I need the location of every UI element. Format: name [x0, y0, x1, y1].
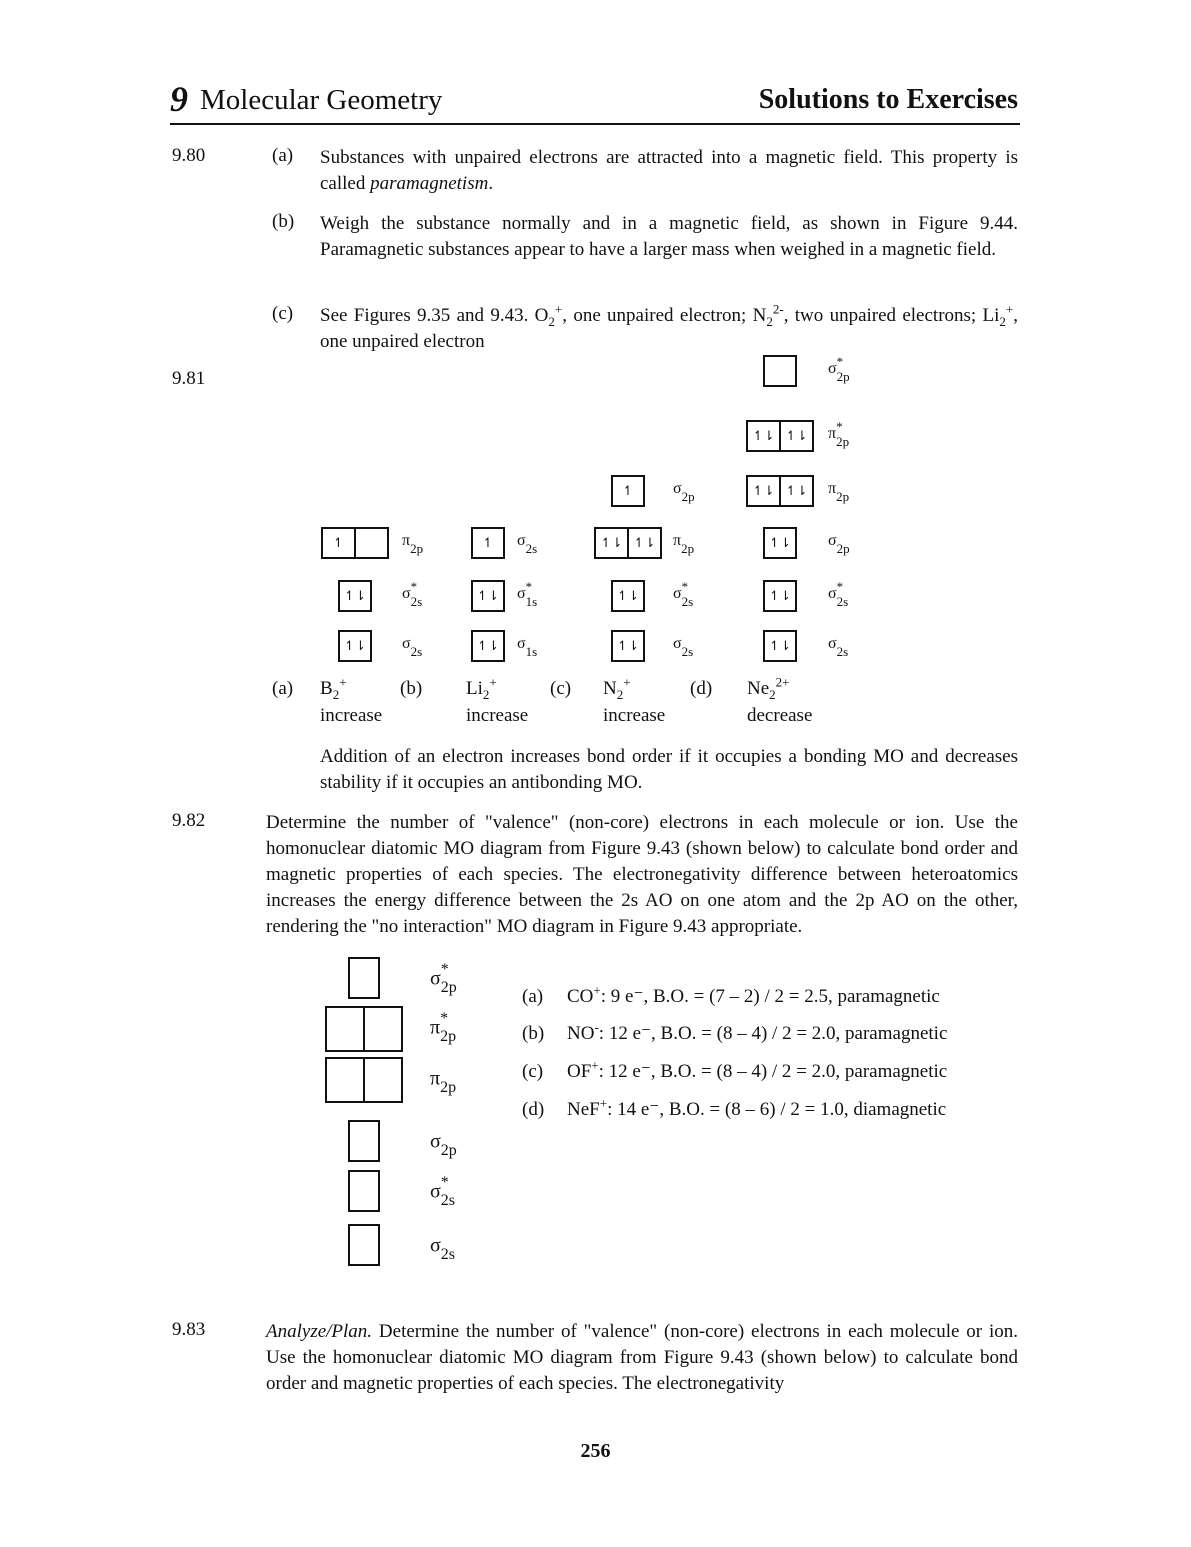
sub: 2	[999, 313, 1006, 329]
orbital-subscript: 1s	[525, 644, 538, 659]
orbital-symbol: π	[430, 1067, 441, 1090]
orbital-star	[682, 629, 694, 644]
part-label: (a)	[272, 145, 294, 166]
text: , two unpaired electrons; Li	[783, 305, 1000, 326]
orbital-label	[402, 629, 422, 659]
part-label: (b)	[522, 1023, 545, 1044]
electron-arrows: ↿⇂	[617, 638, 639, 654]
orbital-subscript: 2p	[681, 489, 695, 504]
orbital-box	[348, 1170, 380, 1212]
header-rule	[170, 123, 1020, 125]
orbital-subscript-group	[440, 1061, 456, 1097]
part-label: (c)	[272, 303, 294, 324]
answer-line	[522, 982, 940, 1008]
orbital-subscript: 2s	[836, 594, 849, 609]
orbital-symbol: σ	[673, 635, 682, 652]
orbital-label	[430, 1228, 455, 1264]
orbital-symbol: σ	[828, 585, 837, 602]
electron-arrows: ↿⇂	[769, 535, 791, 551]
orbital-label	[828, 474, 849, 504]
answer-line	[522, 1057, 948, 1083]
orbital-subscript: 2s	[440, 1246, 456, 1263]
orbital-subscript-group	[440, 1010, 456, 1046]
part-label: (b)	[272, 211, 295, 232]
orbital-box	[348, 1120, 380, 1162]
part-label: (c)	[550, 678, 572, 699]
charge: -	[594, 1019, 599, 1035]
species: NeF	[567, 1099, 600, 1120]
exercise-number: 9.80	[172, 145, 206, 166]
section-title: Solutions to Exercises	[758, 84, 1018, 115]
text: Substances with unpaired electrons are attracted into a magnetic field. This property is called	[320, 147, 1018, 194]
orbital-star: *	[681, 579, 689, 594]
orbital-subscript: 2s	[525, 541, 538, 556]
orbital-star	[837, 526, 850, 541]
sup: 2-	[772, 301, 784, 317]
orbital-box	[594, 527, 662, 559]
exercise-text: Determine the number of "valence" (non-core) electrons in each molecule or ion. Use the homonuclear diatomic MO diagram from Figure 9.43 (shown below) to calculate bond order and magnetic properties of each species. The electronegativity difference between heteroatomics increases the energy difference between the 2s AO on one atom and the 2p AO on the other, rendering the "no interaction" MO diagram in Figure 9.43 appropriate.	[266, 812, 1018, 937]
orbital-label	[517, 579, 537, 609]
orbital-subscript-group	[526, 579, 538, 609]
orbital-subscript: 2p	[440, 1079, 457, 1096]
orbital-symbol: σ	[828, 635, 837, 652]
orbital-subscript-group	[526, 629, 538, 659]
orbital-subscript-group	[410, 526, 423, 556]
orbital-label	[828, 419, 849, 449]
text: See Figures 9.35 and 9.43. O	[320, 305, 549, 326]
orbital-box	[471, 580, 505, 612]
part-label: (a)	[522, 986, 544, 1007]
orbital-subscript-group	[411, 579, 423, 609]
orbital-subscript-group	[441, 961, 457, 997]
species: OF	[567, 1061, 592, 1082]
orbital-symbol: π	[402, 532, 411, 549]
charge: +	[599, 1095, 608, 1111]
orbital-star	[837, 629, 849, 644]
orbital-subscript: 2p	[836, 369, 850, 384]
empty-orbital	[765, 357, 795, 385]
exercise-text	[266, 1319, 1018, 1397]
orbital-subscript: 2s	[410, 594, 423, 609]
part-label: (a)	[272, 678, 294, 699]
electron-arrows: ↿⇂	[344, 638, 366, 654]
electron-arrows: ↿⇂	[769, 638, 791, 654]
orbital-symbol: σ	[402, 635, 411, 652]
orbital-box	[611, 475, 645, 507]
orbital-symbol: π	[430, 1016, 441, 1039]
orbital-symbol: σ	[517, 635, 526, 652]
orbital-label	[402, 579, 422, 609]
electron-arrows: ↿⇂	[477, 588, 499, 604]
formula-sup: +	[489, 674, 497, 690]
part-label: (b)	[400, 678, 423, 699]
electron-arrows: ↿	[333, 535, 344, 551]
note-text: Addition of an electron increases bond order if it occupies a bonding MO and decreases stability if it occupies an antibonding MO.	[320, 746, 1018, 793]
orbital-label	[673, 526, 694, 556]
orbital-star: *	[836, 354, 844, 369]
empty-orbital	[350, 1122, 378, 1160]
orbital-subscript: 2p	[836, 541, 850, 556]
sub: 2	[548, 313, 555, 329]
orbital-subscript-group	[681, 526, 694, 556]
page-number: 256	[580, 1440, 611, 1462]
orbital-subscript-group	[837, 629, 849, 659]
part-label: (d)	[522, 1099, 545, 1120]
orbital-box	[338, 580, 372, 612]
orbital-subscript: 2s	[410, 644, 423, 659]
formula-sub: 2	[769, 686, 776, 702]
exercise-number: 9.81	[172, 368, 206, 389]
orbital-symbol: π	[828, 480, 837, 497]
orbital-box	[746, 420, 814, 452]
orbital-symbol: σ	[673, 585, 682, 602]
orbital-label	[828, 629, 848, 659]
orbital-symbol: σ	[430, 967, 441, 990]
electron-arrows: ↿⇂	[769, 588, 791, 604]
formula-sub: 2	[332, 686, 340, 702]
term: paramagnetism	[370, 173, 489, 194]
orbital-subscript: 2s	[681, 594, 694, 609]
text: , one unpaired electron	[320, 305, 1018, 352]
text: Determine the number of "valence" (non-core) electrons in each molecule or ion. Use the homonuclear diatomic MO diagram from Figure 9.43 (shown below) to calculate bond order and magnetic properties of each species. The electronegativity	[266, 1321, 1018, 1394]
part-label: (d)	[690, 678, 713, 699]
charge: +	[591, 1057, 599, 1073]
species-formula	[320, 674, 347, 702]
empty-orbital	[327, 1059, 363, 1101]
orbital-box	[325, 1006, 403, 1052]
orbital-subscript: 2p	[836, 434, 850, 449]
answer-line	[522, 1019, 948, 1045]
orbital-star: *	[440, 961, 449, 978]
orbital-label	[828, 526, 850, 556]
orbital-subscript-group	[411, 629, 423, 659]
electron-arrows: ↿	[482, 535, 494, 551]
orbital-star	[526, 526, 538, 541]
orbital-star: *	[836, 419, 843, 434]
answer-text	[320, 303, 1018, 355]
orbital-box	[746, 475, 814, 507]
orbital-box	[325, 1057, 403, 1103]
electron-arrows: ↿⇂	[779, 477, 812, 505]
formula-base: B	[320, 678, 333, 699]
answer-text: : 12 e⁻, B.O. = (8 – 4) / 2 = 2.0, paramagnetic	[598, 1023, 948, 1044]
species-formula	[747, 674, 790, 702]
orbital-box	[611, 580, 645, 612]
orbital-box	[763, 527, 797, 559]
orbital-subscript-group	[526, 526, 538, 556]
text: .	[488, 173, 494, 194]
orbital-star	[441, 1228, 455, 1246]
orbital-subscript: 2s	[440, 1192, 456, 1209]
electron-arrows: ↿⇂	[752, 483, 775, 499]
orbital-label	[430, 1010, 456, 1046]
orbital-symbol: σ	[673, 480, 682, 497]
orbital-box	[348, 957, 380, 999]
answer-text: : 12 e⁻, B.O. = (8 – 4) / 2 = 2.0, paramagnetic	[598, 1061, 948, 1082]
orbital-label	[402, 526, 423, 556]
sub: 2	[766, 313, 773, 329]
stability-change: increase	[603, 705, 666, 726]
orbital-symbol: σ	[517, 532, 526, 549]
orbital-box	[348, 1224, 380, 1266]
orbital-star	[526, 629, 538, 644]
answer-text	[320, 145, 1018, 197]
formula-sup: 2+	[775, 674, 790, 690]
orbital-star	[441, 1124, 457, 1142]
charge: +	[593, 982, 601, 998]
part-label: (c)	[522, 1061, 544, 1082]
orbital-subscript: 2p	[440, 1028, 457, 1045]
orbital-star: *	[440, 1174, 449, 1191]
orbital-subscript-group	[441, 1228, 455, 1264]
electron-arrows: ↿⇂	[752, 428, 775, 444]
species-formula	[466, 674, 497, 702]
empty-orbital	[327, 1008, 363, 1050]
orbital-symbol: σ	[828, 532, 837, 549]
electron-arrows: ↿⇂	[617, 588, 639, 604]
orbital-box	[338, 630, 372, 662]
orbital-symbol: σ	[430, 1180, 441, 1203]
formula-sup: +	[339, 674, 347, 690]
empty-orbital	[363, 1008, 401, 1050]
empty-orbital	[350, 1172, 378, 1210]
empty-orbital	[350, 959, 378, 997]
orbital-subscript: 2p	[440, 1142, 457, 1159]
orbital-subscript-group	[837, 526, 850, 556]
orbital-label	[430, 1124, 457, 1160]
orbital-star: *	[836, 579, 844, 594]
orbital-label	[430, 1174, 455, 1210]
orbital-subscript: 2p	[836, 489, 850, 504]
formula-base: N	[603, 678, 617, 699]
orbital-box	[611, 630, 645, 662]
orbital-symbol: σ	[517, 585, 526, 602]
orbital-subscript: 1s	[525, 594, 538, 609]
orbital-label	[673, 579, 693, 609]
orbital-symbol: σ	[430, 1234, 441, 1257]
orbital-star: *	[440, 1010, 449, 1027]
orbital-label	[430, 961, 457, 997]
answer-text: : 9 e⁻, B.O. = (7 – 2) / 2 = 2.5, paramagnetic	[600, 986, 940, 1007]
stability-change: decrease	[747, 705, 813, 726]
orbital-box	[321, 527, 389, 559]
orbital-label	[517, 629, 537, 659]
answer-line	[522, 1095, 947, 1121]
orbital-label	[517, 526, 537, 556]
orbital-symbol: σ	[828, 360, 837, 377]
orbital-star	[681, 526, 694, 541]
formula-base: Li	[466, 678, 483, 699]
species: NO	[567, 1023, 595, 1044]
orbital-subscript: 2s	[836, 644, 849, 659]
orbital-subscript-group	[682, 629, 694, 659]
electron-arrows: ↿⇂	[477, 638, 499, 654]
empty-orbital	[363, 1059, 401, 1101]
electron-arrows: ↿⇂	[627, 529, 660, 557]
exercise-number: 9.82	[172, 810, 206, 831]
exercise-number: 9.83	[172, 1319, 206, 1340]
species-formula	[603, 674, 631, 702]
orbital-subscript: 2p	[410, 541, 424, 556]
electron-arrows: ↿⇂	[344, 588, 366, 604]
answer-text: Weigh the substance normally and in a magnetic field, as shown in Figure 9.44. Paramagnetic substances appear to have a larger mass when weighed in a magnetic field.	[320, 213, 1018, 260]
orbital-box	[763, 630, 797, 662]
orbital-subscript: 2p	[681, 541, 695, 556]
formula-sup: +	[623, 674, 631, 690]
orbital-label	[828, 579, 848, 609]
orbital-box	[763, 355, 797, 387]
species: CO	[567, 986, 594, 1007]
orbital-star: *	[410, 579, 418, 594]
orbital-star	[411, 629, 423, 644]
orbital-star	[682, 474, 695, 489]
sup: +	[554, 301, 563, 317]
orbital-subscript-group	[836, 419, 849, 449]
answer-text: : 14 e⁻, B.O. = (8 – 6) / 2 = 1.0, diamagnetic	[607, 1099, 947, 1120]
orbital-symbol: π	[828, 425, 837, 442]
chapter-number: 9	[170, 79, 188, 119]
formula-base: Ne	[747, 678, 770, 699]
empty-orbital	[354, 529, 387, 557]
orbital-subscript-group	[682, 474, 695, 504]
orbital-subscript-group	[837, 354, 850, 384]
orbital-subscript-group	[836, 474, 849, 504]
electron-arrows: ↿	[622, 483, 634, 499]
orbital-box	[763, 580, 797, 612]
orbital-label	[828, 354, 850, 384]
chapter-title: Molecular Geometry	[200, 84, 443, 116]
orbital-symbol: π	[673, 532, 682, 549]
electron-arrows: ↿⇂	[779, 422, 812, 450]
orbital-subscript: 2p	[440, 979, 457, 996]
sup: +	[1005, 301, 1014, 317]
formula-sub: 2	[482, 686, 490, 702]
orbital-star	[410, 526, 423, 541]
electron-arrows: ↿⇂	[600, 535, 623, 551]
analyze-plan: Analyze/Plan.	[266, 1321, 373, 1342]
empty-orbital	[350, 1226, 378, 1264]
text: , one unpaired electron; N	[562, 305, 767, 326]
orbital-star: *	[525, 579, 533, 594]
stability-change: increase	[466, 705, 529, 726]
orbital-symbol: σ	[402, 585, 411, 602]
orbital-box	[471, 630, 505, 662]
orbital-star	[440, 1061, 456, 1079]
orbital-subscript-group	[837, 579, 849, 609]
formula-sub: 2	[616, 686, 624, 702]
orbital-subscript-group	[441, 1124, 457, 1160]
orbital-star	[836, 474, 849, 489]
orbital-label	[673, 474, 695, 504]
orbital-subscript: 2s	[681, 644, 694, 659]
orbital-label	[430, 1061, 456, 1097]
orbital-box	[471, 527, 505, 559]
orbital-subscript-group	[441, 1174, 455, 1210]
orbital-symbol: σ	[430, 1130, 441, 1153]
orbital-label	[673, 629, 693, 659]
stability-change: increase	[320, 705, 383, 726]
orbital-subscript-group	[682, 579, 694, 609]
